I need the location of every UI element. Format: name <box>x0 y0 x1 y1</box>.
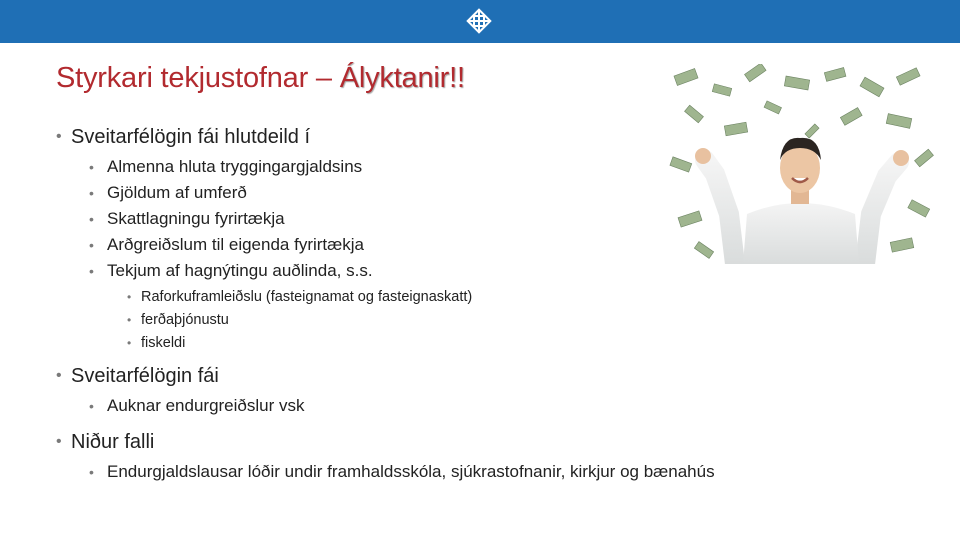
sub-list <box>71 154 916 355</box>
list-item <box>87 393 916 419</box>
bullet-text: Niður falli <box>71 431 155 453</box>
list-item <box>127 286 916 309</box>
bullet-list <box>56 122 916 485</box>
list-item <box>56 427 916 485</box>
sub-list <box>71 393 916 419</box>
bullet-text: Gjöldum af umferð <box>107 183 247 202</box>
list-item <box>87 459 916 485</box>
list-item <box>87 206 916 232</box>
bullet-text: ferðaþjónustu <box>141 312 229 328</box>
list-item <box>56 122 916 355</box>
list-item <box>56 361 916 419</box>
list-item <box>127 309 916 332</box>
list-item <box>87 232 916 258</box>
bullet-text: Tekjum af hagnýtingu auðlinda, s.s. <box>107 261 373 280</box>
slide-title-accent: Ályktanir!! <box>339 62 465 94</box>
bullet-text: fiskeldi <box>141 335 186 351</box>
bullet-text: Sveitarfélögin fái <box>71 365 219 387</box>
list-item <box>87 258 916 355</box>
bullet-text: Sveitarfélögin fái hlutdeild í <box>71 126 311 148</box>
list-item <box>87 180 916 206</box>
list-item <box>87 154 916 180</box>
bullet-text: Endurgjaldslausar lóðir undir framhaldsskóla, sjúkrastofnanir, kirkjur og bænahús <box>107 462 715 481</box>
sub-list <box>71 459 916 485</box>
bullet-text: Almenna hluta tryggingargjaldsins <box>107 157 363 176</box>
bullet-text: Auknar endurgreiðslur vsk <box>107 396 305 415</box>
bullet-text: Skattlagningu fyrirtækja <box>107 209 285 228</box>
slide-body <box>56 122 916 485</box>
slide-title <box>56 62 465 95</box>
list-item <box>127 332 916 355</box>
sub-sub-list <box>107 286 916 355</box>
bullet-text: Arðgreiðslum til eigenda fyrirtækja <box>107 235 364 254</box>
slide-title-main: Styrkari tekjustofnar – <box>56 62 340 94</box>
header-bar <box>0 0 960 43</box>
knot-emblem-icon <box>462 4 496 38</box>
bullet-text: Raforkuframleiðslu (fasteignamat og fasteignaskatt) <box>141 289 473 305</box>
